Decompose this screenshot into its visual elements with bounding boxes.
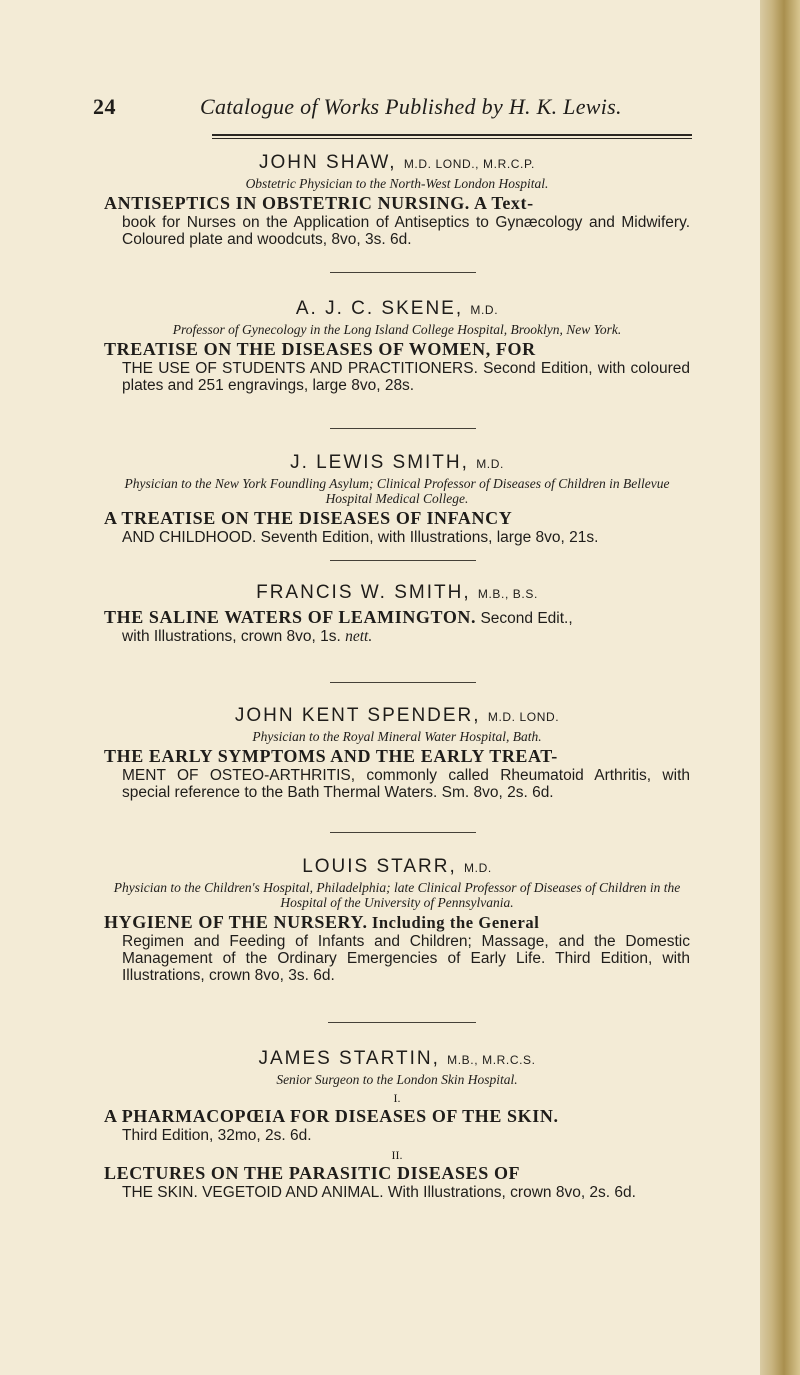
author-text: A. J. C. SKENE, xyxy=(295,298,464,319)
catalogue-entry xyxy=(104,582,690,645)
book-numeral: I. xyxy=(393,1091,401,1105)
book-numeral: II. xyxy=(391,1148,403,1162)
book-listing xyxy=(104,1108,690,1144)
author-name xyxy=(104,152,690,175)
author-affiliation: Obstetric Physician to the North-West London Hospital. xyxy=(245,176,549,191)
book-title: A TREATISE ON THE DISEASES OF INFANCY xyxy=(104,508,513,528)
book-details: Third Edition, 32mo, 2s. 6d. xyxy=(122,1127,312,1144)
catalogue-entry xyxy=(104,856,690,984)
book-listing xyxy=(104,914,690,984)
catalogue-entry xyxy=(104,705,690,801)
catalogue-entry xyxy=(104,452,690,546)
catalogue-entry xyxy=(104,298,690,394)
book-title: LECTURES ON THE PARASITIC DISEASES OF xyxy=(104,1163,521,1183)
book-listing xyxy=(104,195,690,248)
book-title: HYGIENE OF THE NURSERY. xyxy=(104,912,368,932)
author-text: JOHN KENT SPENDER, xyxy=(234,705,481,726)
book-details: MENT OF OSTEO-ARTHRITIS, commonly called Rheumatoid Arthritis, with special reference to the Bath Thermal Waters. Sm. 8vo, 2s. 6d. xyxy=(122,767,690,801)
header-rule xyxy=(212,134,692,139)
book-title: THE SALINE WATERS OF LEAMINGTON. xyxy=(104,607,477,627)
author-degrees: M.D. LOND. xyxy=(487,710,560,724)
author-name xyxy=(104,856,690,879)
page-edge xyxy=(760,0,800,1375)
author-name xyxy=(104,452,690,475)
book-price-note: nett. xyxy=(345,628,373,645)
author-affiliation: Physician to the New York Foundling Asylum; Clinical Professor of Diseases of Children in Bellevue Hospital Medical College. xyxy=(124,476,670,506)
catalogue-entry xyxy=(104,1048,690,1201)
entry-separator xyxy=(330,272,476,273)
book-title: ANTISEPTICS IN OBSTETRIC NURSING. A Text- xyxy=(104,193,534,213)
author-degrees: M.D. xyxy=(464,861,492,875)
book-listing xyxy=(104,510,690,546)
author-degrees: M.D. LOND., M.R.C.P. xyxy=(403,157,535,171)
entry-separator xyxy=(330,428,476,429)
author-name xyxy=(104,582,690,605)
book-details: AND CHILDHOOD. Seventh Edition, with Illustrations, large 8vo, 21s. xyxy=(122,529,599,546)
entry-separator xyxy=(328,1022,476,1023)
author-affiliation: Senior Surgeon to the London Skin Hospital. xyxy=(276,1072,518,1087)
author-affiliation: Physician to the Royal Mineral Water Hospital, Bath. xyxy=(252,729,542,744)
author-name xyxy=(104,705,690,728)
entry-separator xyxy=(330,832,476,833)
book-title: A PHARMACOPŒIA FOR DISEASES OF THE SKIN. xyxy=(104,1106,559,1126)
book-details-text: with Illustrations, crown 8vo, 1s. xyxy=(122,628,341,645)
book-details: book for Nurses on the Application of Antiseptics to Gynæcology and Midwifery. Coloured plate and woodcuts, 8vo, 3s. 6d. xyxy=(122,214,690,248)
running-title: Catalogue of Works Published by H. K. Lewis. xyxy=(200,94,622,119)
author-affiliation: Professor of Gynecology in the Long Island College Hospital, Brooklyn, New York. xyxy=(172,322,622,337)
author-name xyxy=(104,298,690,321)
author-text: FRANCIS W. SMITH, xyxy=(256,582,471,603)
book-title: THE EARLY SYMPTOMS AND THE EARLY TREAT- xyxy=(104,746,558,766)
book-listing xyxy=(104,609,690,645)
book-edition: Second Edit., xyxy=(480,610,573,627)
catalogue-entry xyxy=(104,152,690,248)
author-text: JAMES STARTIN, xyxy=(258,1048,440,1069)
entry-separator xyxy=(330,560,476,561)
author-degrees: M.B., B.S. xyxy=(477,587,538,601)
book-listing xyxy=(104,748,690,801)
book-subtitle: Including the General xyxy=(371,913,540,932)
author-name xyxy=(104,1048,690,1071)
book-title: TREATISE ON THE DISEASES OF WOMEN, FOR xyxy=(104,339,536,359)
author-affiliation: Physician to the Children's Hospital, Philadelphia; late Clinical Professor of Diseases of Children in the Hospital of the University of Pennsylvania. xyxy=(113,880,681,910)
author-text: J. LEWIS SMITH, xyxy=(290,452,469,473)
author-degrees: M.D. xyxy=(470,303,499,317)
book-listing xyxy=(104,1165,690,1201)
page-number: 24 xyxy=(93,94,116,119)
book-listing xyxy=(104,341,690,394)
book-details: Regimen and Feeding of Infants and Children; Massage, and the Domestic Management of the Ordinary Emergencies of Early Life. Third Edition, with Illustrations, crown 8vo, 3s. 6d. xyxy=(122,933,690,984)
book-details: THE USE OF STUDENTS AND PRACTITIONERS. Second Edition, with coloured plates and 251 engravings, large 8vo, 28s. xyxy=(122,360,690,394)
book-details xyxy=(104,628,690,645)
author-text: JOHN SHAW, xyxy=(259,152,397,173)
author-text: LOUIS STARR, xyxy=(302,856,457,877)
author-degrees: M.D. xyxy=(476,457,504,471)
author-degrees: M.B., M.R.C.S. xyxy=(447,1053,536,1067)
entry-separator xyxy=(330,682,476,683)
book-details: THE SKIN. VEGETOID AND ANIMAL. With Illustrations, crown 8vo, 2s. 6d. xyxy=(122,1184,636,1201)
